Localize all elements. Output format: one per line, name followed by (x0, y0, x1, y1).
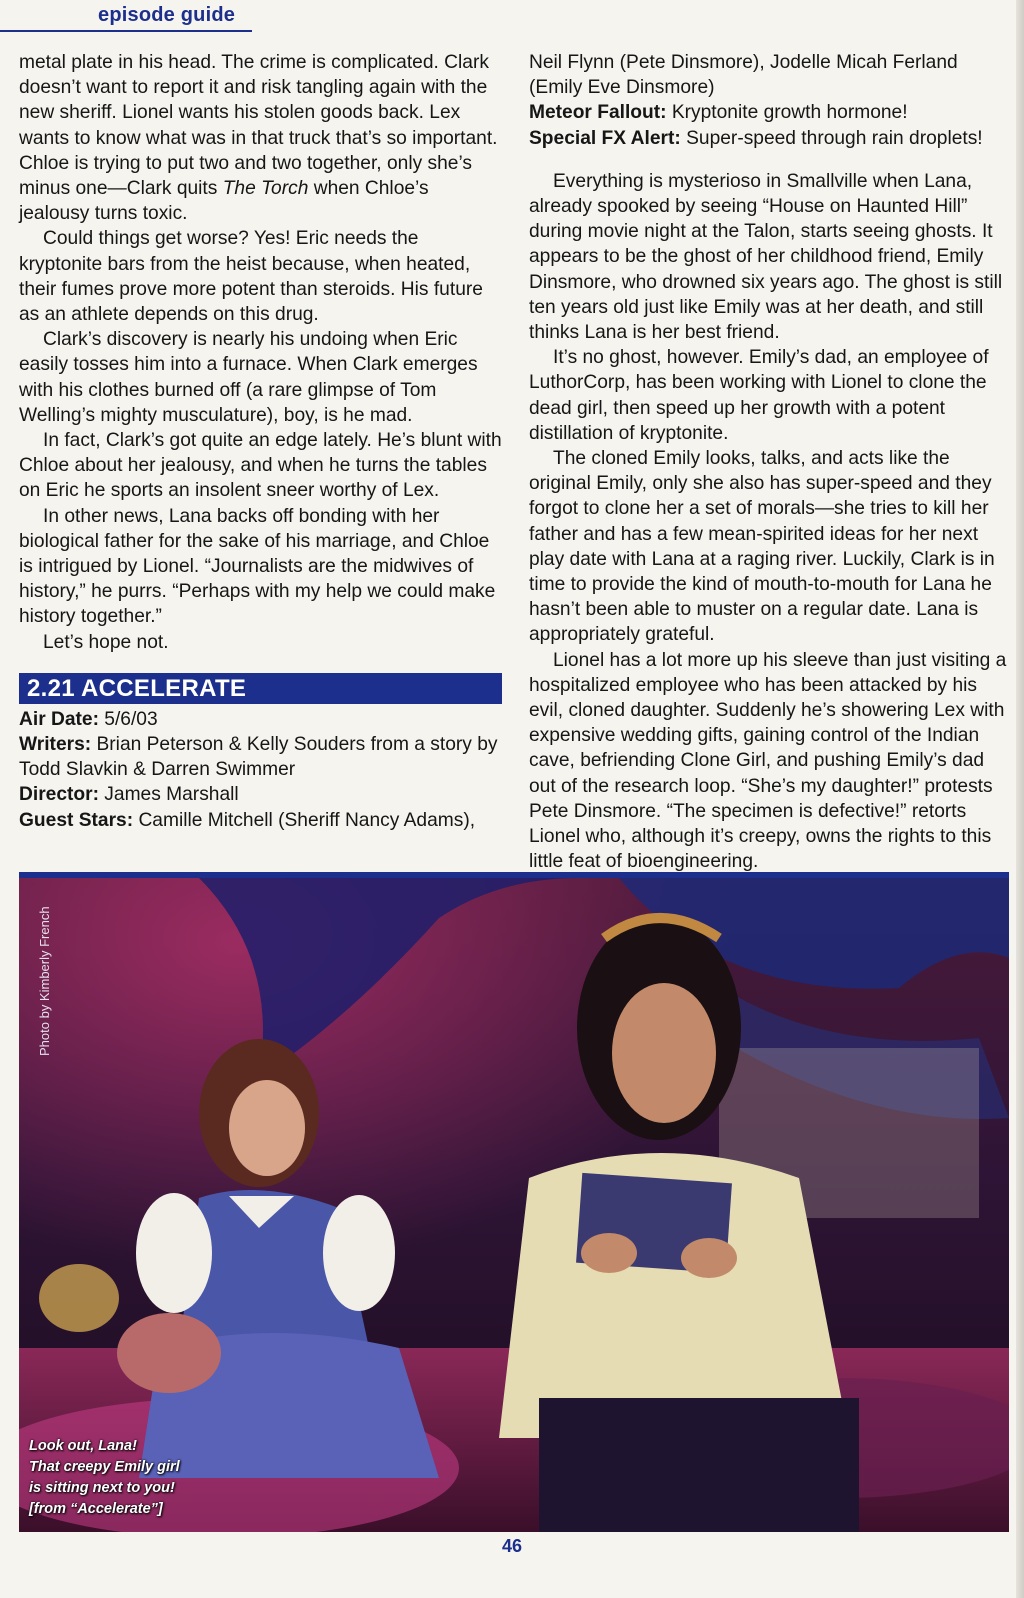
paragraph (19, 50, 502, 226)
right-column (529, 50, 1014, 875)
spacer (529, 151, 1014, 169)
paragraph: In other news, Lana backs off bonding with her biological father for the sake of his marriage, and Chloe is intrigued by Lionel. “Journalists are the midwives of history,” he purrs. “Perhaps with my help we could make history together.” (19, 505, 496, 628)
paragraph: Everything is mysterioso in Smallville when Lana, already spooked by seeing “House on Haunted Hill” during movie night at the Talon, starts seeing ghosts. It appears to be the ghost of her childhood friend, Emily Dinsmore, who drowned six years ago. The ghost is still ten years old just like Emily was at her death, and still thinks Lana is her best friend. (529, 170, 1003, 344)
section-label: episode guide (98, 4, 236, 26)
special-fx-value: Super-speed through rain droplets! (680, 127, 983, 149)
paragraph: Lionel has a lot more up his sleeve than just visiting a hospitalized employee who has been attacked by his evil, cloned daughter. Suddenly he’s showering Lex with expensive wedding gifts, gaining control of the Indian cave, befriending Clone Girl, and pushing Emily’s dad out of the research loop. “She’s my daughter!” protests Pete Dinsmore. “The specimen is defective!” retorts Lionel who, although it’s creepy, owns the rights to this little feat of bioengineering. (529, 649, 1007, 873)
writers-value: Brian Peterson & Kelly Souders from a story by Todd Slavkin & Darren Swimmer (19, 734, 498, 781)
special-fx-label: Special FX Alert: (529, 127, 681, 149)
paragraph: Could things get worse? Yes! Eric needs the kryptonite bars from the heist because, when heated, their fumes prove more potent than steroids. His future as an athlete depends on this drug. (19, 228, 483, 326)
guest-stars-value: Camille Mitchell (Sheriff Nancy Adams), (133, 809, 476, 831)
paragraph-text: when Chloe’s jealousy turns toxic. (19, 178, 429, 225)
director-line (19, 782, 502, 807)
air-date-line (19, 707, 502, 732)
left-column (19, 50, 502, 833)
paragraph: Let’s hope not. (43, 631, 169, 653)
meteor-fallout-value: Kryptonite growth hormone! (666, 102, 908, 124)
paragraph: In fact, Clark’s got quite an edge lately. He’s blunt with Chloe about her jealousy, and when he turns the tables on Eric he sports an insolent sneer worthy of Lex. (19, 430, 502, 502)
guest-stars-line (19, 808, 502, 833)
paragraph: Clark’s discovery is nearly his undoing when Eric easily tosses him into a furnace. When Clark emerges with his clothes burned off (a rare glimpse of Tom Welling’s mighty musculature), boy, is he mad. (19, 329, 478, 426)
episode-photo (19, 878, 1009, 1532)
page-number: 46 (501, 1536, 523, 1556)
photo-illustration (19, 878, 1009, 1532)
air-date-value: 5/6/03 (98, 708, 158, 730)
air-date-label: Air Date: (19, 708, 99, 730)
episode-heading: 2.21 ACCELERATE (19, 673, 502, 704)
writers-label: Writers: (19, 734, 92, 756)
caption-line: That creepy Emily girl (29, 1459, 180, 1475)
director-label: Director: (19, 784, 99, 806)
meteor-fallout-label: Meteor Fallout: (529, 102, 667, 124)
photo-caption (29, 1436, 239, 1520)
guest-stars-label: Guest Stars: (19, 809, 134, 831)
paragraph: The cloned Emily looks, talks, and acts like the original Emily, only she also has super-speed and they forgot to clone her a set of morals—she tries to kill her father and has a few mean-spirited ideas for her next play date with Lana at a raging river. Luckily, Clark is in time to provide the kind of mouth-to-mouth for Lana he hasn’t been able to muster on a regular date. Lana is appropriately grateful. (529, 448, 995, 646)
caption-line: Look out, Lana! (29, 1438, 137, 1454)
paragraph: It’s no ghost, however. Emily’s dad, an employee of LuthorCorp, has been working with Lionel to clone the dead girl, then speed up her growth with a potent distillation of kryptonite. (529, 347, 989, 444)
header-rule (0, 30, 252, 32)
special-fx-line (529, 126, 1014, 151)
director-value: James Marshall (98, 784, 239, 806)
caption-line: [from “Accelerate”] (29, 1501, 163, 1517)
caption-line: is sitting next to you! (29, 1480, 175, 1496)
photo-credit: Photo by Kimberly French (37, 906, 52, 1056)
paragraph-text: metal plate in his head. The crime is complicated. Clark doesn’t want to report it and risk tangling again with the new sheriff. Lionel wants his stolen goods back. Lex wants to know what was in that truck that’s so important. Chloe is trying to put two and two together, only she’s minus one—Clark quits (19, 52, 498, 200)
page-edge (1016, 0, 1024, 1598)
meteor-fallout-line (529, 100, 1014, 125)
writers-line (19, 732, 502, 782)
guest-stars-continued: Neil Flynn (Pete Dinsmore), Jodelle Micah Ferland (Emily Eve Dinsmore) (529, 52, 958, 99)
publication-title: The Torch (222, 178, 309, 200)
